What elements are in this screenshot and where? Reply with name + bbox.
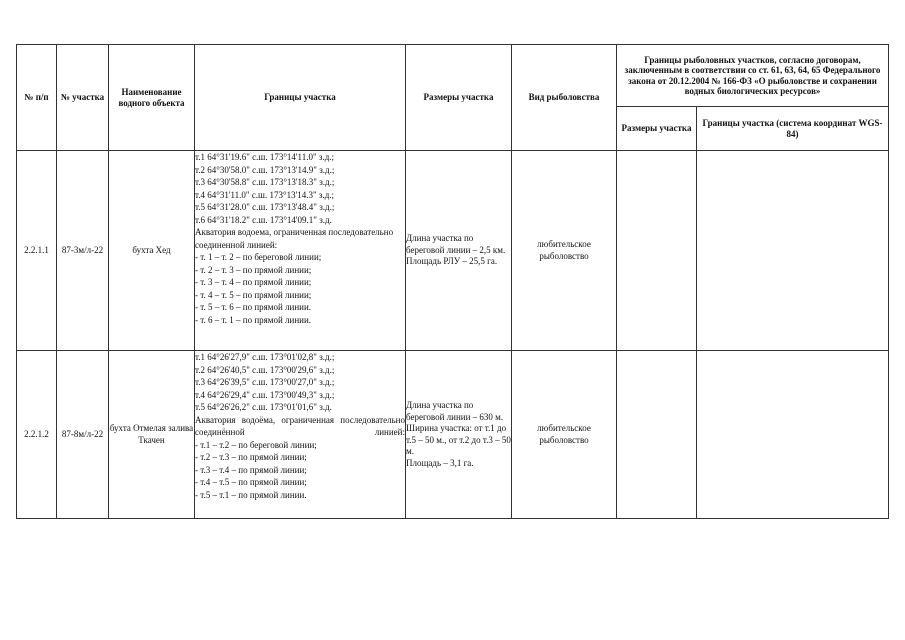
bounds-line: - т.5 – т.1 – по прямой линии. [195, 489, 307, 500]
header-row [17, 45, 889, 107]
contract-bounds-group-header: Границы рыболовных участков, согласно договорам, заключенным в соответствии со ст. 61, 63, 64, 65 Федерального закона от 20.12.2004 № 166-ФЗ «О рыболовстве и сохранении водных биологических ресурсов» [617, 45, 889, 107]
bounds-line: т.1 64°26'27,9" с.ш. 173°01'02,8" з.д.; [195, 352, 335, 362]
bounds-line: т.4 64°31'11.0" с.ш. 173°13'14.3" з.д.; [195, 189, 335, 200]
bounds-line: - т.1 – т.2 – по береговой линии; [195, 439, 317, 450]
row-contract-size [617, 151, 697, 351]
row-size [406, 151, 512, 351]
bounds-line: т.6 64°31'18.2" с.ш. 173°14'09.1" з.д. [195, 214, 332, 225]
row-bounds [195, 351, 406, 519]
bounds-line: т.5 64°26'26,2" с.ш. 173°01'01,6" з.д. [195, 402, 332, 412]
bounds-line: - т. 3 – т. 4 – по прямой линии; [195, 277, 312, 287]
col-water-name-header: Наименование водного объекта [109, 45, 195, 151]
row-contract-bounds [697, 151, 889, 351]
fishing-plots-table [16, 44, 889, 519]
col-bounds-header: Границы участка [195, 45, 406, 151]
table-row [17, 351, 889, 519]
size-line: Площадь – 3,1 га. [406, 457, 474, 468]
bounds-line: - т. 1 – т. 2 – по береговой линии; [195, 252, 322, 262]
bounds-line: - т. 4 – т. 5 – по прямой линии; [195, 289, 312, 300]
bounds-line: т.2 64°26'40,5" с.ш. 173°00'29,6" з.д.; [195, 364, 335, 375]
bounds-line: т.4 64°26'29,4" с.ш. 173°00'49,3" з.д.; [195, 389, 335, 400]
bounds-line: - т. 2 – т. 3 – по прямой линии; [195, 264, 312, 275]
bounds-line: т.3 64°30'58.8" с.ш. 173°13'18.3" з.д.; [195, 177, 335, 187]
row-water-name: бухта Отмелая залива Ткачен [109, 351, 195, 519]
bounds-line: т.5 64°31'28.0" с.ш. 173°13'48.4" з.д.; [195, 202, 335, 212]
bounds-description: Акватория водоёма, ограниченная последовательно соединённой линией: [195, 414, 405, 437]
bounds-line: - т.4 – т.5 – по прямой линии; [195, 477, 307, 487]
row-water-name: бухта Хед [109, 151, 195, 351]
row-fishing-type: любительское рыболовство [512, 351, 617, 519]
row-num: 2.2.1.1 [17, 151, 57, 351]
bounds-line: т.3 64°26'39,5" с.ш. 173°00'27,0" з.д.; [195, 377, 335, 387]
row-size [406, 351, 512, 519]
bounds-description: Акватория водоема, ограниченная последовательно соединенной линией: [195, 227, 394, 250]
col-num-header: № п/п [17, 45, 57, 151]
row-num: 2.2.1.2 [17, 351, 57, 519]
col-size-header: Размеры участка [406, 45, 512, 151]
col-plot-num-header: № участка [57, 45, 109, 151]
size-line: Длина участка по береговой линии – 630 м. [406, 400, 504, 422]
size-line: Длина участка по береговой линии – 2,5 км. [406, 233, 506, 255]
row-fishing-type: любительское рыболовство [512, 151, 617, 351]
sub-size-header: Размеры участка [617, 107, 697, 151]
size-line: Площадь РЛУ – 25,5 га. [406, 256, 498, 267]
bounds-line: т.2 64°30'58.0" с.ш. 173°13'14.9" з.д.; [195, 164, 335, 175]
bounds-line: т.1 64°31'19.6" с.ш. 173°14'11.0" з.д.; [195, 152, 335, 162]
bounds-line: - т. 6 – т. 1 – по прямой линии. [195, 314, 312, 325]
table-row [17, 151, 889, 351]
bounds-line: - т.3 – т.4 – по прямой линии; [195, 464, 307, 475]
col-fishing-type-header: Вид рыболовства [512, 45, 617, 151]
size-line: Ширина участка: от т.1 до т.5 – 50 м., от т.2 до т.3 – 50 м. [406, 423, 511, 456]
bounds-line: - т.2 – т.3 – по прямой линии; [195, 452, 307, 462]
bounds-line: - т. 5 – т. 6 – по прямой линии. [195, 302, 312, 312]
row-bounds [195, 151, 406, 351]
row-plot-num: 87-8м/л-22 [57, 351, 109, 519]
row-contract-size [617, 351, 697, 519]
row-contract-bounds [697, 351, 889, 519]
sub-bounds-header: Границы участка (система координат WGS-84) [697, 107, 889, 151]
row-plot-num: 87-3м/л-22 [57, 151, 109, 351]
